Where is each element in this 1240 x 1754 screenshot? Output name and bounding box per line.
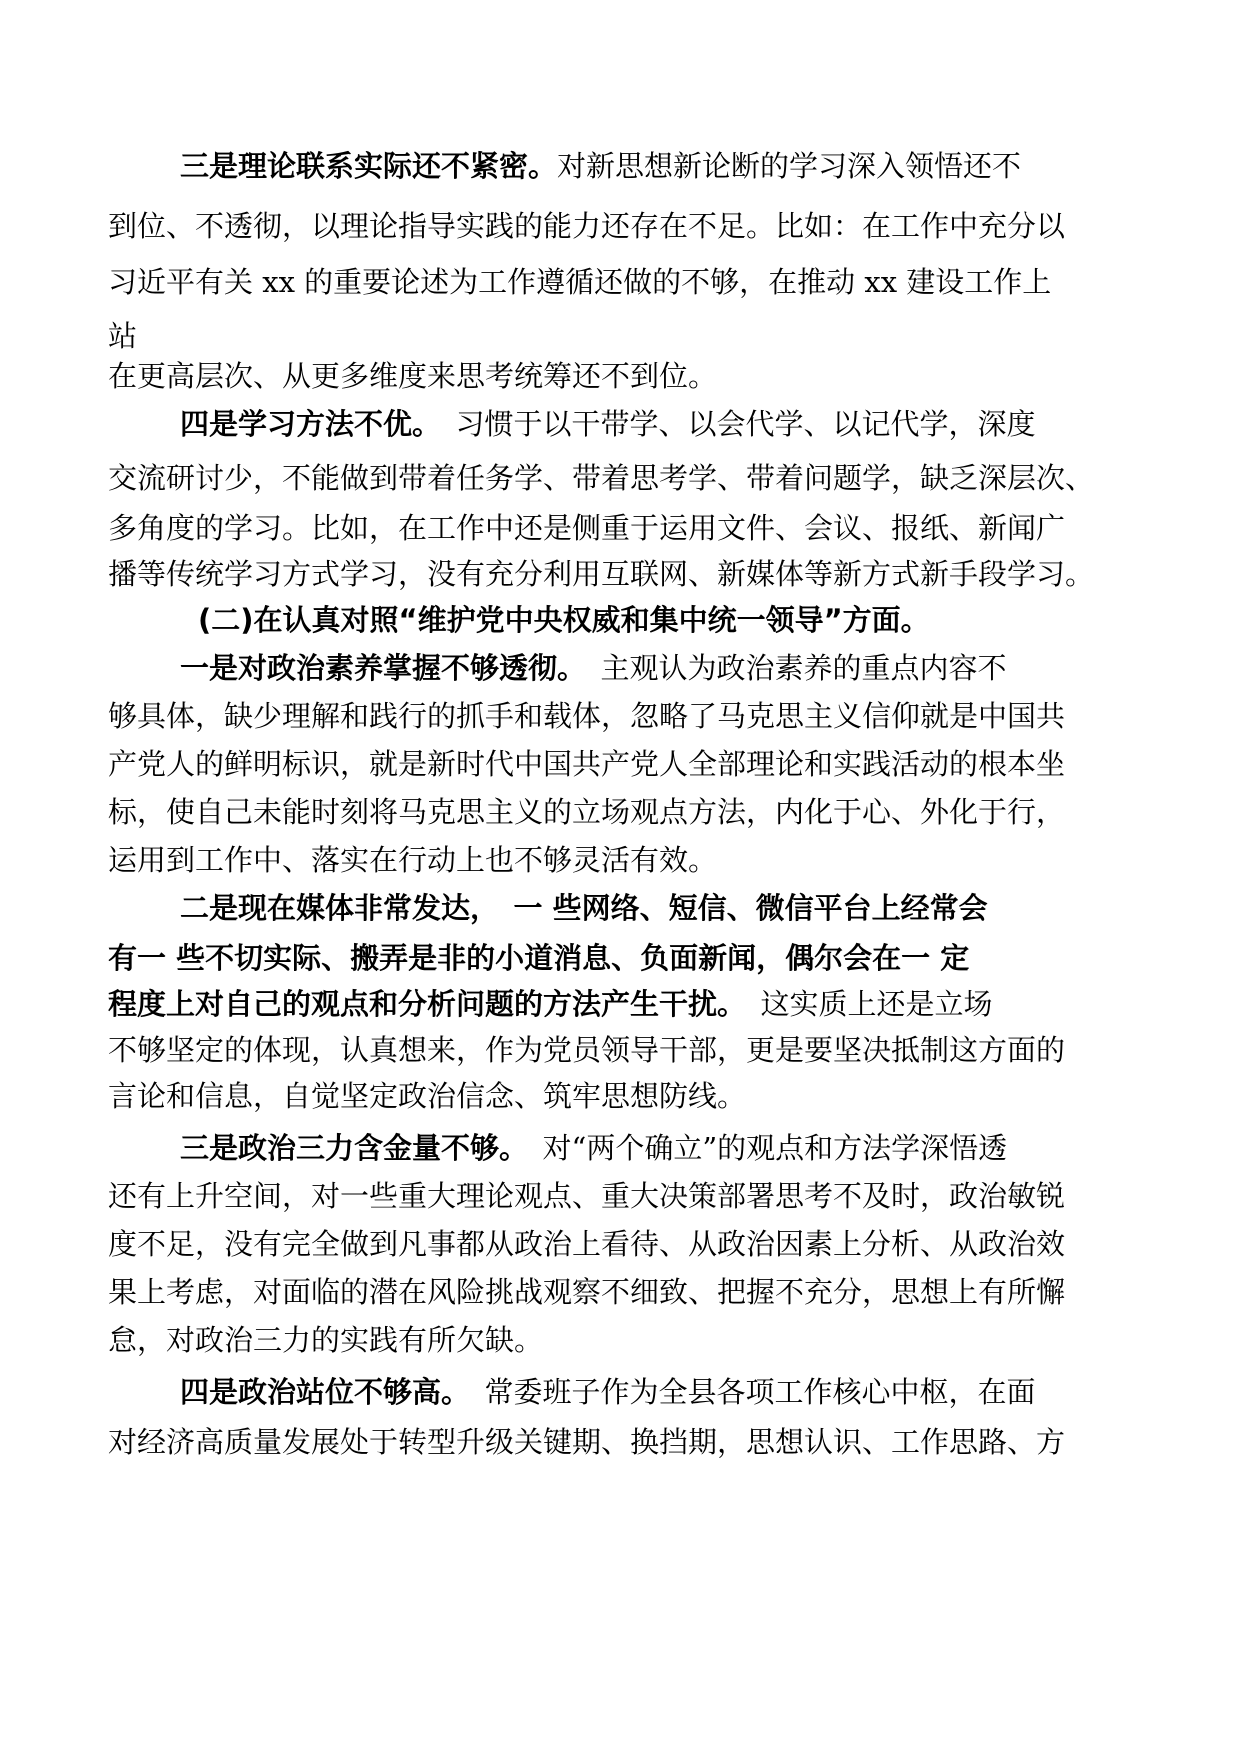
paragraph-heading: 程度上对自己的观点和分析问题的方法产生干扰。 bbox=[108, 987, 732, 1021]
paragraph-text: 主观认为政治素养的重点内容不 bbox=[571, 651, 1007, 685]
paragraph-text: 习近平有关 xx 的重要论述为工作遵循还做的不够，在推动 xx 建设工作上 bbox=[108, 265, 1052, 299]
paragraph-text: 交流研讨少，不能做到带着任务学、带着思考学、带着问题学，缺乏深层次、 bbox=[108, 461, 1095, 495]
paragraph-line bbox=[180, 404, 1036, 444]
paragraph-text: 标，使自己未能时刻将马克思主义的立场观点方法，内化于心、外化于行， bbox=[108, 795, 1066, 829]
section-heading-text: (二)在认真对照“维护党中央权威和集中统一领导”方面。 bbox=[198, 603, 930, 637]
paragraph-line bbox=[108, 840, 717, 880]
paragraph-text: 在更高层次、从更多维度来思考统筹还不到位。 bbox=[108, 359, 718, 393]
paragraph-line bbox=[180, 888, 988, 928]
paragraph-text: 站 bbox=[108, 319, 138, 353]
paragraph-line bbox=[108, 508, 1065, 548]
paragraph-line bbox=[180, 648, 1007, 688]
paragraph-line bbox=[108, 1320, 543, 1360]
paragraph-line bbox=[180, 146, 1021, 186]
paragraph-heading: 一是对政治素养掌握不够透彻。 bbox=[180, 651, 572, 685]
section-heading bbox=[198, 600, 930, 640]
paragraph-text: 对经济高质量发展处于转型升级关键期、换挡期，思想认识、工作思路、方 bbox=[108, 1425, 1066, 1459]
paragraph-line bbox=[108, 744, 1065, 784]
paragraph-line bbox=[108, 1272, 1065, 1312]
paragraph-line bbox=[108, 316, 137, 356]
paragraph-line bbox=[180, 1372, 1036, 1412]
paragraph-line bbox=[108, 206, 1065, 246]
paragraph-text: 对“两个确立”的观点和方法学深悟透 bbox=[513, 1131, 1008, 1165]
paragraph-text: 播等传统学习方式学习，没有充分利用互联网、新媒体等新方式新手段学习。 bbox=[108, 557, 1095, 591]
paragraph-heading: 三是理论联系实际还不紧密。 bbox=[180, 149, 558, 183]
paragraph-heading: 四是政治站位不够高。 bbox=[180, 1375, 456, 1409]
paragraph-line bbox=[180, 1128, 1007, 1168]
paragraph-text: 言论和信息，自觉坚定政治信念、筑牢思想防线。 bbox=[108, 1079, 747, 1113]
paragraph-heading: 二是现在媒体非常发达， 一 些网络、短信、微信平台上经常会 bbox=[180, 891, 988, 925]
paragraph-text: 不够坚定的体现，认真想来，作为党员领导干部，更是要坚决抵制这方面的 bbox=[108, 1033, 1066, 1067]
paragraph-line bbox=[108, 792, 1065, 832]
paragraph-line bbox=[108, 938, 969, 978]
paragraph-text: 产党人的鲜明标识，就是新时代中国共产党人全部理论和实践活动的根本坐 bbox=[108, 747, 1066, 781]
paragraph-line bbox=[108, 1030, 1065, 1070]
paragraph-text: 习惯于以干带学、以会代学、以记代学，深度 bbox=[426, 407, 1036, 441]
paragraph-line bbox=[108, 696, 1065, 736]
paragraph-text: 果上考虑，对面临的潜在风险挑战观察不细致、把握不充分，思想上有所懈 bbox=[108, 1275, 1066, 1309]
paragraph-line bbox=[108, 1422, 1065, 1462]
paragraph-line bbox=[108, 1176, 1065, 1216]
paragraph-text: 到位、不透彻，以理论指导实践的能力还存在不足。比如：在工作中充分以 bbox=[108, 209, 1066, 243]
paragraph-line bbox=[108, 1076, 746, 1116]
paragraph-text: 这实质上还是立场 bbox=[731, 987, 993, 1021]
paragraph-text: 怠，对政治三力的实践有所欠缺。 bbox=[108, 1323, 544, 1357]
paragraph-line bbox=[108, 554, 1094, 594]
paragraph-line bbox=[108, 1224, 1065, 1264]
paragraph-line bbox=[108, 984, 993, 1024]
paragraph-heading: 四是学习方法不优。 bbox=[180, 407, 427, 441]
paragraph-text: 多角度的学习。比如，在工作中还是侧重于运用文件、会议、报纸、新闻广 bbox=[108, 511, 1066, 545]
paragraph-text: 常委班子作为全县各项工作核心中枢，在面 bbox=[455, 1375, 1036, 1409]
paragraph-line bbox=[108, 262, 1051, 302]
paragraph-text: 对新思想新论断的学习深入领悟还不 bbox=[557, 149, 1022, 183]
paragraph-heading: 三是政治三力含金量不够。 bbox=[180, 1131, 514, 1165]
paragraph-heading: 有一 些不切实际、搬弄是非的小道消息、负面新闻，偶尔会在一 定 bbox=[108, 941, 970, 975]
paragraph-text: 够具体，缺少理解和践行的抓手和载体，忽略了马克思主义信仰就是中国共 bbox=[108, 699, 1066, 733]
paragraph-text: 度不足，没有完全做到凡事都从政治上看待、从政治因素上分析、从政治效 bbox=[108, 1227, 1066, 1261]
paragraph-text: 运用到工作中、落实在行动上也不够灵活有效。 bbox=[108, 843, 718, 877]
paragraph-text: 还有上升空间，对一些重大理论观点、重大决策部署思考不及时，政治敏锐 bbox=[108, 1179, 1066, 1213]
paragraph-line bbox=[108, 458, 1094, 498]
paragraph-line bbox=[108, 356, 717, 396]
